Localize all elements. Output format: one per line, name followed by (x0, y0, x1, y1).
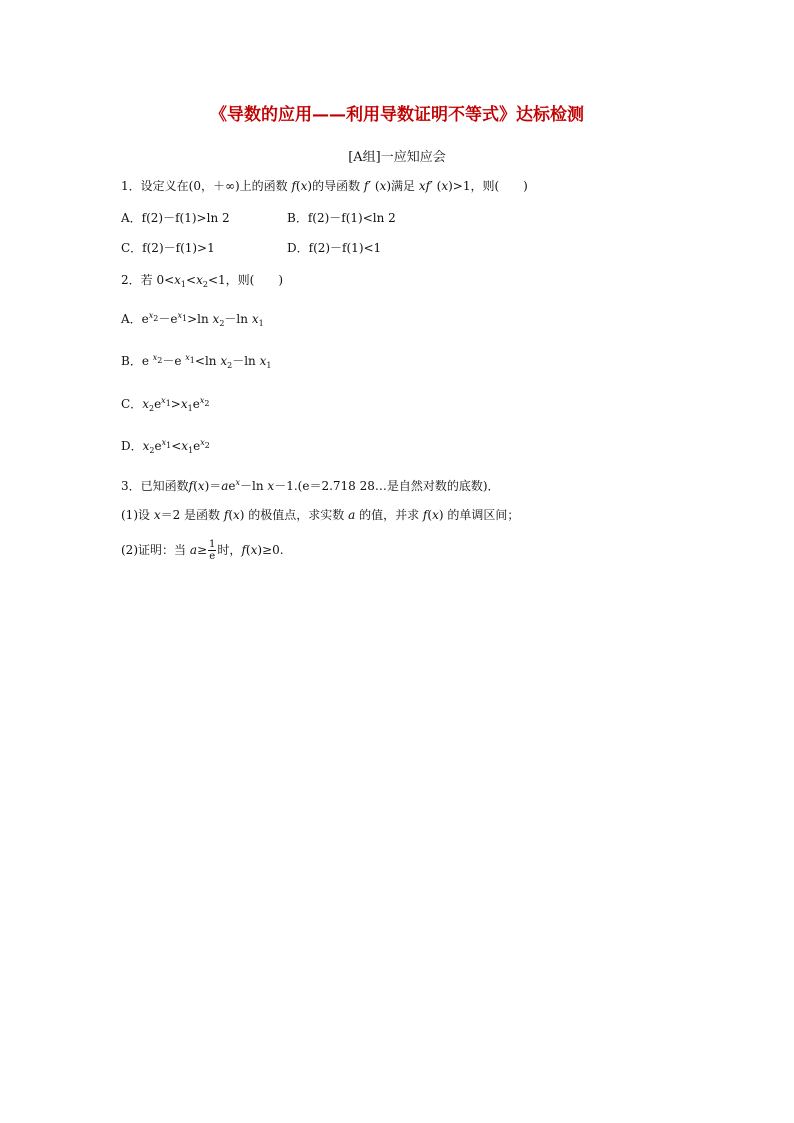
page-title: 《导数的应用——利用导数证明不等式》达标检测 (210, 105, 584, 125)
section-heading: [A组]一应知应会 (348, 150, 446, 165)
question-2-option-c: C．$x_2e^{x_1}>x_1e^{x_2}$ (121, 396, 210, 413)
question-1-option-d: D．f(2)－f(1)<1 (287, 241, 382, 255)
question-3-part-2: (2)证明：当 a≥ $\frac{1}{e}$ 时，f(x)≥0. (121, 539, 284, 562)
question-3-part-1: (1)设 x＝2 是函数 f(x) 的极值点，求实数 a 的值，并求 f(x) 的单调区间； (121, 508, 520, 522)
fraction-one-over-e: $\frac{1}{e}$ (209, 539, 216, 562)
question-1-stem: 1．设定义在(0，＋∞)上的函数 f(x)的导函数 f′ (x)满足 xf′ (x)>1，则( ) (121, 179, 528, 193)
question-2-stem: 2．若 $0<x_1<x_2<1$，则( ) (121, 273, 284, 289)
question-1-option-a: A．f(2)－f(1)>ln 2 (121, 211, 230, 225)
question-1-option-c: C．f(2)－f(1)>1 (121, 241, 215, 255)
question-1-option-b: B．f(2)－f(1)<ln 2 (287, 211, 396, 225)
question-3-stem: 3．已知函数$f(x)=ae^x-\ln$ x－1.(e＝2.718 28…是自然对数的底数)． (121, 478, 500, 493)
question-2-option-d: D．$x_2e^{x_1}<x_1e^{x_2}$ (121, 438, 210, 455)
question-2-option-a: A．$e^{x_2}-e^{x_1}>\ln$ $x_2-\ln$ $x_1$ (121, 311, 264, 328)
question-2-option-b: B．e $^{x_2}$－e $^{x_1}$<ln $x_2-\ln$ $x_1$ (121, 353, 272, 370)
